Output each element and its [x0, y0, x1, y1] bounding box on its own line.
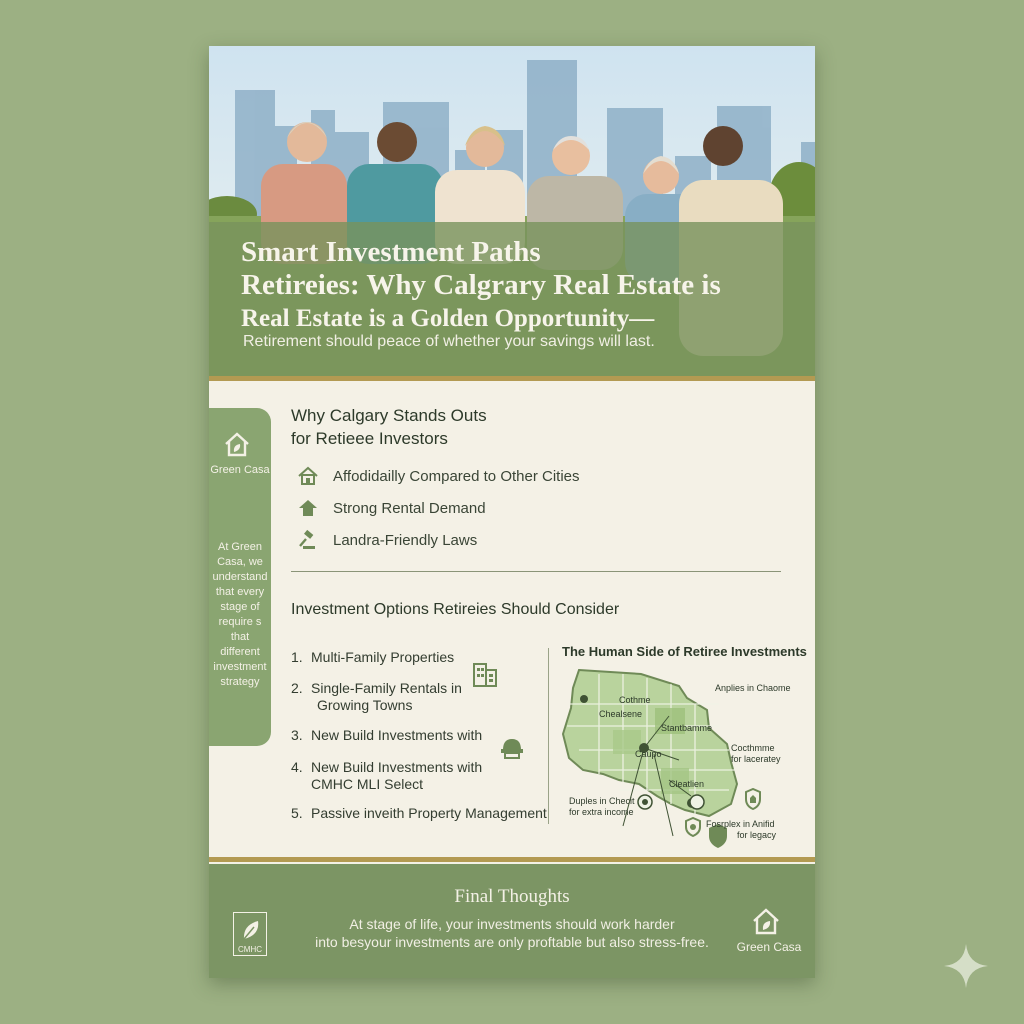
- final-thoughts-text: [289, 915, 735, 951]
- gold-divider-bottom: [209, 857, 815, 862]
- home-arrow-icon: [297, 497, 319, 519]
- option-number: 1.: [291, 649, 303, 665]
- map-callout: [569, 796, 635, 818]
- section-divider: [291, 571, 781, 572]
- why-calgary-heading: [291, 404, 487, 450]
- map-place-label: Cothme: [619, 695, 651, 705]
- option-item-4: [291, 759, 482, 793]
- map-place-label: Caupo: [635, 749, 662, 759]
- footer-line-1: At stage of life, your investments should work harder: [349, 916, 675, 932]
- green-casa-side-tab: [209, 408, 271, 746]
- option-number: 5.: [291, 805, 303, 821]
- side-line: strategy: [220, 676, 260, 688]
- shield-icon: [744, 788, 762, 810]
- hero-title-line-1: Smart Investment Paths: [241, 236, 541, 268]
- map-marker: [580, 695, 588, 703]
- footer-line-2: into besyour investments are only proftable but also stress-free.: [315, 934, 709, 950]
- cmhc-label: CMHC: [238, 945, 262, 954]
- side-line: stage of: [220, 601, 260, 613]
- option-label: Single-Family Rentals in: [311, 680, 462, 696]
- final-thoughts-title: Final Thoughts: [454, 886, 570, 907]
- map-region: [563, 670, 737, 816]
- map-callout: [706, 819, 776, 841]
- infographic-poster: [209, 46, 815, 978]
- option-label: Passive inveith Property Management: [311, 805, 547, 821]
- callout-line: for legacy: [737, 830, 777, 840]
- map-place-label: Cleatlien: [669, 779, 705, 789]
- side-line: investment: [213, 661, 267, 673]
- map-marker: [690, 795, 704, 809]
- column-divider: [548, 648, 549, 824]
- house-logo-icon: [223, 430, 251, 458]
- map-place-label: Chealsene: [599, 709, 643, 719]
- callout-line: Cocthmme: [731, 743, 775, 753]
- side-line: At Green: [217, 541, 263, 553]
- hard-hat-icon: [499, 734, 525, 760]
- why-item-landlord-laws: [297, 528, 477, 552]
- callout-line: Anplies in Chaome: [715, 683, 791, 693]
- why-item-label: Landra-Friendly Laws: [333, 531, 478, 549]
- side-logo-text: Green Casa: [210, 464, 270, 476]
- gold-divider-top: [209, 376, 815, 381]
- map-callout: [715, 683, 791, 694]
- house-icon: [297, 465, 319, 487]
- apartment-building-icon: [471, 660, 499, 688]
- why-item-label: Affodidailly Compared to Other Cities: [333, 467, 580, 485]
- hero-section: [209, 46, 815, 376]
- leaf-icon: [235, 915, 266, 945]
- why-item-rental-demand: [297, 496, 486, 520]
- gavel-icon: [297, 529, 319, 551]
- callout-line: Duples in Checit: [569, 796, 635, 806]
- house-logo-icon: [751, 906, 781, 936]
- callout-line: Fosrplex in Anifid: [706, 819, 775, 829]
- why-heading-line-2: for Retieee Investors: [291, 429, 448, 448]
- hero-title-line-3: Real Estate is a Golden Opportunity—: [241, 305, 655, 332]
- option-number: 2.: [291, 680, 303, 696]
- option-label: New Build Investments with: [311, 759, 483, 775]
- callout-line: for laceratey: [731, 754, 781, 764]
- side-line: understand: [212, 571, 268, 583]
- side-line: require s: [218, 616, 262, 628]
- option-item-3: [291, 727, 482, 744]
- option-label-line-2: Growing Towns: [317, 697, 413, 713]
- option-number: 4.: [291, 759, 303, 775]
- map-place-label: Stantbamme: [661, 723, 713, 733]
- badge-icon: [684, 817, 702, 837]
- side-line: that: [230, 631, 250, 643]
- option-label: New Build Investments with: [311, 727, 483, 743]
- sparkle-icon: [944, 944, 988, 988]
- side-description: [211, 540, 269, 690]
- option-item-5: [291, 805, 547, 822]
- options-heading: Investment Options Retireies Should Consider: [291, 601, 620, 618]
- map-callout: [731, 743, 781, 765]
- side-line: that every: [215, 586, 265, 598]
- why-item-label: Strong Rental Demand: [333, 499, 486, 517]
- option-item-1: [291, 649, 454, 666]
- option-label: Multi-Family Properties: [311, 649, 455, 665]
- side-line: different: [220, 646, 260, 658]
- final-thoughts-footer: [209, 864, 815, 978]
- option-number: 3.: [291, 727, 303, 743]
- map-title: The Human Side of Retiree Investments: [562, 644, 807, 659]
- footer-logo-text: Green Casa: [736, 940, 802, 954]
- cmhc-logo: [233, 912, 267, 956]
- callout-line: for extra income: [569, 807, 634, 817]
- option-item-2: [291, 680, 462, 714]
- hero-title-line-2: Retireies: Why Calgrary Real Estate is: [241, 269, 721, 301]
- hero-subtitle: Retirement should peace of whether your savings will last.: [243, 333, 655, 350]
- option-label-line-2: CMHC MLI Select: [311, 776, 424, 792]
- why-heading-line-1: Why Calgary Stands Outs: [291, 406, 487, 425]
- hero-title: [241, 236, 801, 335]
- side-line: Casa, we: [217, 556, 263, 568]
- why-item-affordability: [297, 464, 580, 488]
